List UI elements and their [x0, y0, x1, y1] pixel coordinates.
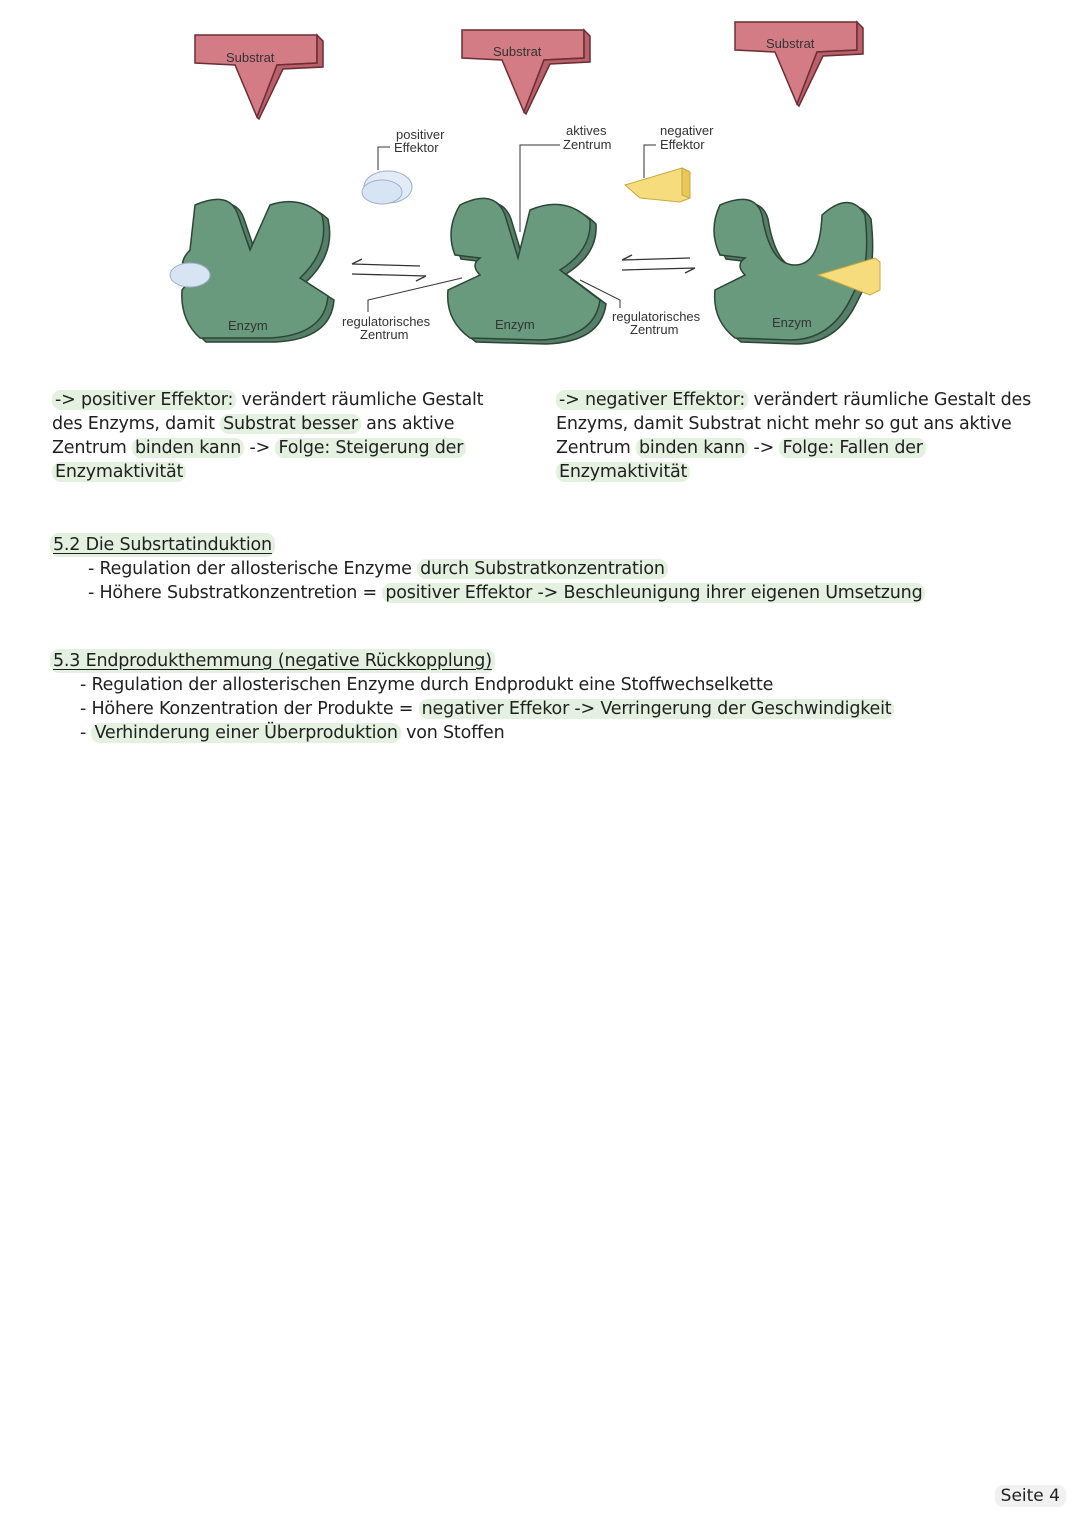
equilibrium-arrow-2 [622, 255, 695, 273]
text-substrat-besser: Substrat besser [220, 414, 361, 434]
text-right-4: -> [748, 438, 780, 458]
substrate-2 [462, 30, 590, 114]
substrate-label-1: Substrat [226, 50, 275, 65]
text-left-2: verändert räumliche Gestalt des Enzyms, damit [52, 390, 484, 434]
enzyme-label-3: Enzym [772, 315, 812, 330]
list-item: - Höhere Substratkonzentretion = positiver Effektor -> Beschleunigung ihrer eigenen Umsetzung [88, 581, 925, 605]
positive-effector-label-1: positiver [396, 127, 445, 142]
regulatory-site-label-2b: Zentrum [630, 322, 679, 337]
list-item: - Verhinderung einer Überproduktion von Stoffen [80, 723, 505, 743]
negative-effector-explanation [556, 388, 1056, 484]
negative-effector-label-2: Effektor [660, 137, 705, 152]
equilibrium-arrow-1 [352, 259, 426, 281]
section-53-title: 5.3 Endprodukthemmung (negative Rückkopplung) [50, 649, 495, 673]
text-right-2: verändert räumliche Gestalt des Enzyms, damit Substrat nicht mehr so gut ans aktive Zentrum [556, 390, 1032, 458]
substrate-3 [735, 22, 863, 106]
positive-effector-explanation [52, 388, 497, 484]
section-substrate-induction [50, 533, 925, 605]
list-item: - Höhere Konzentration der Produkte = negativer Effekor -> Verringerung der Geschwindigkeit [80, 697, 894, 721]
positive-effector-bound [170, 263, 210, 287]
text-folge-steigerung: Folge: Steigerung der Enzymaktivität [52, 438, 466, 482]
regulatory-site-label-1a: regulatorisches [342, 314, 431, 329]
negative-effector-label-1: negativer [660, 123, 714, 138]
enzyme-label-2: Enzym [495, 317, 535, 332]
text-binden-kann-right: binden kann [636, 438, 748, 458]
regulatory-site-label-2a: regulatorisches [612, 309, 701, 324]
positive-effector-label-2: Effektor [394, 140, 439, 155]
substrate-label-2: Substrat [493, 44, 542, 59]
text-folge-fallen: Folge: Fallen der Enzymaktivität [556, 438, 926, 482]
page-number: Seite 4 [995, 1485, 1066, 1507]
positive-effector-free [362, 171, 412, 204]
regulatory-site-label-1b: Zentrum [360, 327, 409, 342]
text-left-6: -> [244, 438, 276, 458]
enzyme-label-1: Enzym [228, 318, 268, 333]
section-52-title: 5.2 Die Subsrtatinduktion [50, 533, 275, 557]
substrate-1 [195, 35, 323, 119]
text-left-4: ans aktive Zentrum [52, 414, 455, 458]
list-item: - Regulation der allosterische Enzyme durch Substratkonzentration [88, 557, 925, 581]
list-item: - Regulation der allosterischen Enzyme durch Endprodukt eine Stoffwechselkette [80, 675, 774, 695]
active-site-label-2: Zentrum [563, 137, 612, 152]
text-positive-effector: -> positiver Effektor: [52, 390, 236, 410]
active-site-label-1: aktives [566, 123, 607, 138]
allosteric-enzyme-diagram [0, 0, 1080, 360]
text-binden-kann-left: binden kann [132, 438, 244, 458]
section-end-product-inhibition [50, 649, 894, 745]
substrate-label-3: Substrat [766, 36, 815, 51]
text-negative-effector: -> negativer Effektor: [556, 390, 748, 410]
negative-effector-free [625, 168, 690, 202]
